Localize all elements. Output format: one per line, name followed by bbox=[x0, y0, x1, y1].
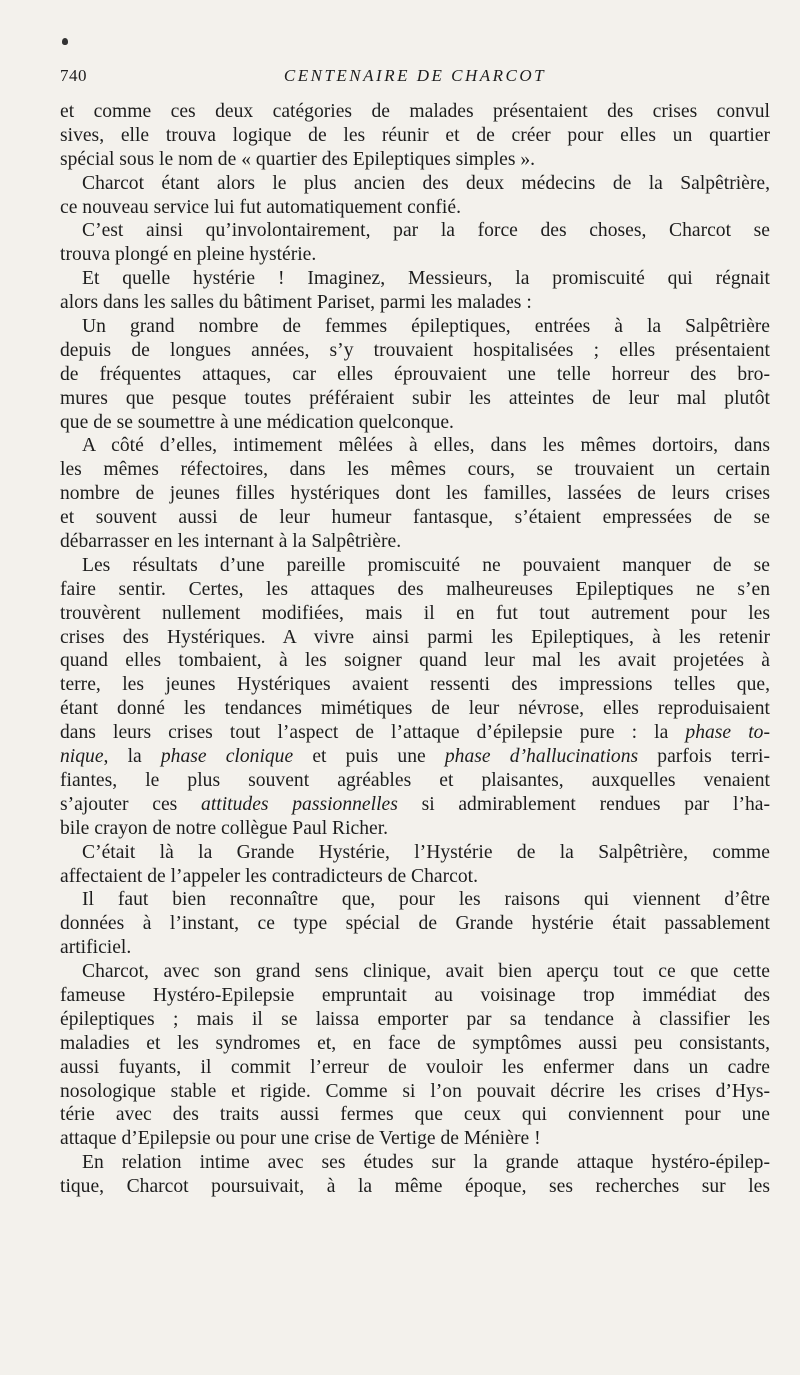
text-line: terre, les jeunes Hystériques avaient ressenti des impressions telles que, bbox=[60, 674, 770, 696]
text-line: dans leurs crises tout l’aspect de l’attaque d’épilepsie pure : la phase to- bbox=[60, 722, 770, 744]
text-line: nosologique stable et rigide. Comme si l’on pouvait décrire les crises d’Hys- bbox=[60, 1080, 770, 1102]
running-title: CENTENAIRE DE CHARCOT bbox=[283, 66, 547, 85]
body-text bbox=[60, 100, 770, 1199]
text-line: C’est ainsi qu’involontairement, par la force des choses, Charcot se bbox=[82, 220, 770, 242]
text-line: trouvèrent nullement modifiées, mais il en fut tout autrement pour les bbox=[60, 602, 770, 624]
text-line: mures que pesque toutes préféraient subir les atteintes de leur mal plutôt bbox=[60, 387, 770, 409]
text-line: tique, Charcot poursuivait, à la même époque, ses recherches sur les bbox=[60, 1176, 770, 1198]
text-line: trouva plongé en pleine hystérie. bbox=[60, 244, 317, 266]
text-line: faire sentir. Certes, les attaques des malheureuses Epileptiques ne s’en bbox=[60, 578, 770, 600]
text-line: ce nouveau service lui fut automatiquement confié. bbox=[60, 196, 461, 218]
text-line: quand elles tombaient, à les soigner quand leur mal les avait projetées à bbox=[60, 650, 770, 672]
text-line: et souvent aussi de leur humeur fantasque, s’étaient empressées de se bbox=[60, 507, 770, 529]
text-line: crises des Hystériques. A vivre ainsi parmi les Epileptiques, à les retenir bbox=[60, 626, 770, 648]
text-line: épileptiques ; mais il se laissa emporter par sa tendance à classifier les bbox=[60, 1008, 770, 1030]
text-line: A côté d’elles, intimement mêlées à elles, dans les mêmes dortoirs, dans bbox=[82, 435, 770, 457]
text-line: sives, elle trouva logique de les réunir et de créer pour elles un quartier bbox=[60, 124, 770, 146]
text-line: que de se soumettre à une médication quelconque. bbox=[60, 411, 454, 433]
text-line: En relation intime avec ses études sur la grande attaque hystéro-épilep- bbox=[82, 1152, 770, 1174]
page-number: 740 bbox=[60, 66, 87, 85]
text-line: maladies et les syndromes et, en face de symptômes aussi peu consistants, bbox=[60, 1032, 770, 1054]
text-line: étant donné les tendances mimétiques de leur névrose, elles reproduisaient bbox=[60, 698, 770, 720]
text-line: attaque d’Epilepsie ou pour une crise de Vertige de Ménière ! bbox=[60, 1128, 541, 1150]
text-line: artificiel. bbox=[60, 937, 132, 959]
text-line: de fréquentes attaques, car elles éprouvaient une telle horreur des bro- bbox=[60, 363, 770, 385]
text-line: Charcot, avec son grand sens clinique, avait bien aperçu tout ce que cette bbox=[82, 961, 770, 983]
text-line: alors dans les salles du bâtiment Pariset, parmi les malades : bbox=[60, 292, 532, 314]
text-line: s’ajouter ces attitudes passionnelles si admirablement rendues par l’ha- bbox=[60, 793, 770, 815]
text-line: Et quelle hystérie ! Imaginez, Messieurs, la promiscuité qui régnait bbox=[82, 268, 770, 290]
text-line: Les résultats d’une pareille promiscuité ne pouvaient manquer de se bbox=[82, 554, 770, 576]
text-line: aussi fuyants, il commit l’erreur de vouloir les enfermer dans un cadre bbox=[60, 1056, 770, 1078]
text-line: C’était là la Grande Hystérie, l’Hystérie de la Salpêtrière, comme bbox=[82, 841, 770, 863]
text-line: Il faut bien reconnaître que, pour les raisons qui viennent d’être bbox=[82, 889, 770, 911]
text-line: les mêmes réfectoires, dans les mêmes cours, se trouvaient un certain bbox=[60, 459, 770, 481]
text-line: térie avec des traits aussi fermes que ceux qui conviennent pour une bbox=[60, 1104, 770, 1126]
text-line: depuis de longues années, s’y trouvaient hospitalisées ; elles présentaient bbox=[60, 339, 770, 361]
text-line: nique, la phase clonique et puis une phase d’hallucinations parfois terri- bbox=[60, 746, 770, 768]
ink-spot bbox=[62, 38, 68, 45]
text-line: fameuse Hystéro-Epilepsie empruntait au voisinage trop immédiat des bbox=[60, 984, 770, 1006]
text-line: Charcot étant alors le plus ancien des deux médecins de la Salpêtrière, bbox=[82, 172, 770, 194]
text-line: fiantes, le plus souvent agréables et plaisantes, auxquelles venaient bbox=[60, 769, 770, 791]
page-header bbox=[60, 66, 770, 90]
text-line: débarrasser en les internant à la Salpêtrière. bbox=[60, 531, 402, 553]
text-line: affectaient de l’appeler les contradicteurs de Charcot. bbox=[60, 865, 478, 887]
text-line: données à l’instant, ce type spécial de Grande hystérie était passablement bbox=[60, 913, 770, 935]
text-line: spécial sous le nom de « quartier des Epileptiques simples ». bbox=[60, 148, 536, 170]
text-line: nombre de jeunes filles hystériques dont les familles, lassées de leurs crises bbox=[60, 483, 770, 505]
text-line: bile crayon de notre collègue Paul Richer. bbox=[60, 817, 389, 839]
text-line: et comme ces deux catégories de malades présentaient des crises convul bbox=[60, 101, 770, 122]
text-line: Un grand nombre de femmes épileptiques, entrées à la Salpêtrière bbox=[82, 316, 770, 338]
